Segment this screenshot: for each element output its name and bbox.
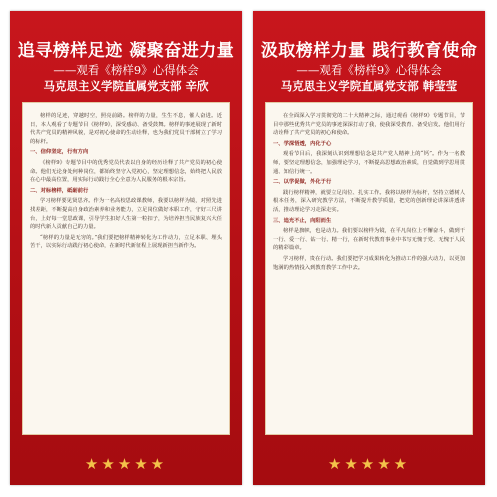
section-heading: 二、对标榜样，砥砺前行 [30, 187, 89, 194]
banner-title: 汲取榜样力量 践行教育使命 [260, 41, 478, 61]
section-heading: 一、信仰坚定，行有方向 [30, 149, 89, 156]
paragraph: “榜样的力量是无穷的。”我们要把榜样精神转化为工作动力，立足本职、埋头苦干，以实际行动践行初心使命，在新时代新征程上展现新担当新作为。 [30, 234, 222, 250]
paragraph: 践行榜样精神，就要立足岗位、扎实工作。我将以榜样为标杆，坚持立德树人根本任务，深入研究教学方法，不断提升教学质量，把党的创新理论讲深讲透讲活，推动理论学习走深走实。 [273, 189, 465, 213]
stars-decoration [10, 455, 242, 473]
section-heading: 二、以学促做，外化于行 [273, 179, 332, 186]
text-panel [265, 102, 473, 435]
paragraph: 学习榜样要见贤思齐。作为一名高校思政课教师，我要以榜样为镜，对照先进找差距，不断提高自身政治素养和业务能力，立足岗位做好本职工作，守好三尺讲台，上好每一堂思政课，引导学生扣好人生第一粒扣子，为培养担当民族复兴大任的时代新人贡献自己的力量。 [30, 198, 222, 231]
left-banner [10, 11, 242, 485]
star-icon: ★★★★★ [327, 455, 411, 473]
banner-subtitle: ——观看《榜样9》心得体会 [53, 63, 199, 77]
paragraph: 榜样的足迹，穿越时空，照亮前路。榜样的力量，生生不息，催人奋进。近日，本人观看了专题节目《榜样9》，深受感动、备受鼓舞。榜样的事迹展现了新时代共产党员的精神风貌，是对初心使命的生动诠释，也为我们党员干部树立了学习的标杆。 [30, 113, 222, 145]
paragraph: 观看节目后，我深刻认识到理想信念是共产党人精神上的“钙”。作为一名教师，要坚定理想信念，加强理论学习，不断提高思想政治素质，自觉做到学思用贯通、知信行统一。 [273, 151, 465, 175]
section-heading: 一、学深悟透，内化于心 [273, 140, 332, 147]
stars-decoration [253, 455, 485, 473]
section-heading: 三、追光不止，向阳而生 [273, 217, 332, 224]
star-icon: ★★★★★ [84, 455, 168, 473]
banner-subtitle: ——观看《榜样9》心得体会 [296, 63, 442, 77]
banner-header [253, 11, 485, 94]
paragraph: 榜样是旗帜，也是动力。我们要以榜样为镜，在平凡岗位上不懈奋斗，做到干一行、爱一行、钻一行、精一行，在新时代教育事业中书写无愧于党、无愧于人民的精彩篇章。 [273, 228, 465, 252]
right-banner [253, 11, 485, 485]
paragraph: 《榜样9》专题节目中的优秀党员代表以自身的经历诠释了共产党员的初心使命。他们无论身处何种岗位，都始终坚守入党初心，坚定理想信念，始终把人民放在心中最高位置，用实际行动践行全心全意为人民服务的根本宗旨。 [30, 159, 222, 184]
banner-header [10, 11, 242, 94]
paragraph: 学习榜样，贵在行动。我们要把学习成果转化为推动工作的强大动力，以更加饱满的热情投入到教育教学工作中去。 [273, 255, 465, 271]
text-panel [22, 102, 230, 435]
paragraph: 在全面深入学习贯彻党的二十大精神之际，通过观看《榜样9》专题节目，节目中那些优秀共产党员的事迹深深打动了我，使我深受教育、备受启发。他们用行动诠释了共产党员的初心和使命。 [273, 113, 465, 137]
banner-author: 马克思主义学院直属党支部 韩莹莹 [280, 79, 458, 93]
banner-title: 追寻榜样足迹 凝聚奋进力量 [17, 41, 235, 61]
banner-author: 马克思主义学院直属党支部 辛欣 [43, 79, 209, 93]
